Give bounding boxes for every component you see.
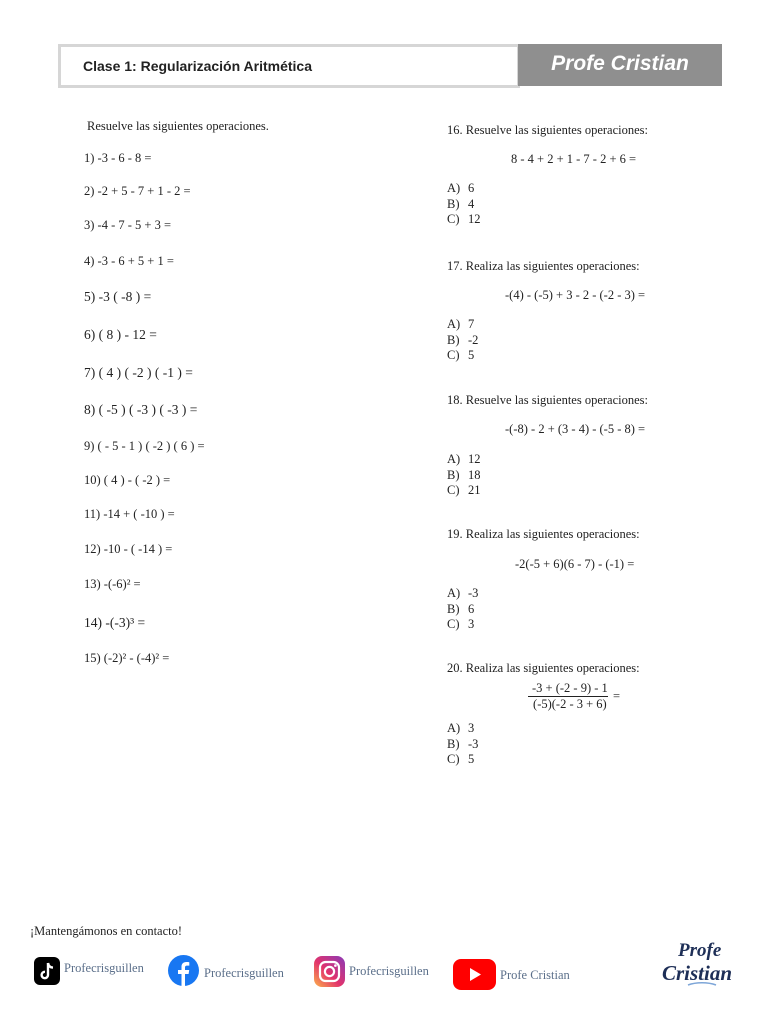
facebook-handle: Profecrisguillen (204, 966, 284, 980)
q19-options (447, 586, 478, 633)
exercise-12: 12) -10 - ( -14 ) = (84, 542, 173, 556)
instagram-icon (314, 956, 345, 987)
youtube-channel: Profe Cristian (500, 968, 570, 982)
q20-equals: = (613, 689, 621, 703)
exercise-5: 5) -3 ( -8 ) = (84, 289, 152, 304)
q18-options (447, 452, 481, 499)
footer-title: ¡Mantengámonos en contacto! (30, 924, 183, 938)
brand-name: Profe Cristian (551, 52, 689, 75)
youtube-link[interactable] (453, 955, 583, 987)
q19-prompt: 19. Realiza las siguientes operaciones: (447, 527, 640, 541)
exercise-7: 7) ( 4 ) ( -2 ) ( -1 ) = (84, 365, 193, 380)
option-a[interactable]: A) 7 (447, 317, 475, 331)
exercise-6: 6) ( 8 ) - 12 = (84, 327, 157, 342)
exercise-13: 13) -(-6)² = (84, 577, 141, 591)
q17-prompt: 17. Realiza las siguientes operaciones: (447, 259, 640, 273)
facebook-link[interactable] (168, 955, 288, 987)
q20-denominator: (-5)(-2 - 3 + 6) (533, 697, 607, 711)
exercise-3: 3) -4 - 7 - 5 + 3 = (84, 218, 171, 232)
page-title: Clase 1: Regularización Aritmética (83, 58, 313, 74)
exercise-8: 8) ( -5 ) ( -3 ) ( -3 ) = (84, 402, 198, 417)
option-b[interactable]: B) 18 (447, 467, 481, 482)
q19-expression: -2(-5 + 6)(6 - 7) - (-1) = (515, 557, 635, 571)
option-c[interactable]: C) 21 (447, 483, 481, 497)
q20-fraction (528, 681, 612, 712)
option-b[interactable]: B) -2 (447, 332, 479, 347)
option-a[interactable]: A) 3 (447, 721, 475, 735)
option-a[interactable]: A) 6 (447, 181, 475, 195)
instagram-link[interactable] (314, 955, 434, 987)
q20-numerator: -3 + (-2 - 9) - 1 (532, 681, 608, 695)
exercise-11: 11) -14 + ( -10 ) = (84, 507, 175, 521)
exercise-1: 1) -3 - 6 - 8 = (84, 151, 152, 165)
option-a[interactable]: A) 12 (447, 452, 481, 466)
option-a[interactable]: A) -3 (447, 586, 479, 600)
q16-options (447, 181, 481, 228)
tiktok-icon (34, 957, 60, 985)
option-b[interactable]: B) 6 (447, 601, 475, 616)
q16-expression: 8 - 4 + 2 + 1 - 7 - 2 + 6 = (511, 152, 637, 166)
q16-prompt: 16. Resuelve las siguientes operaciones: (447, 123, 648, 137)
exercise-14: 14) -(-3)³ = (84, 615, 146, 630)
option-b[interactable]: B) 4 (447, 196, 475, 211)
page-header (58, 44, 722, 86)
svg-text:Cristian: Cristian (662, 961, 733, 985)
tiktok-link[interactable] (34, 955, 154, 987)
facebook-icon (168, 955, 199, 986)
q18-prompt: 18. Resuelve las siguientes operaciones: (447, 393, 648, 407)
exercise-4: 4) -3 - 6 + 5 + 1 = (84, 254, 174, 268)
option-c[interactable]: C) 5 (447, 752, 475, 766)
title-box (58, 44, 520, 88)
option-c[interactable]: C) 12 (447, 212, 481, 226)
brand-box (518, 44, 722, 86)
q18-expression: -(-8) - 2 + (3 - 4) - (-5 - 8) = (505, 422, 646, 436)
svg-text:Profe: Profe (678, 940, 722, 961)
exercise-9: 9) ( - 5 - 1 ) ( -2 ) ( 6 ) = (84, 439, 205, 453)
q20-options (447, 721, 478, 768)
exercise-10: 10) ( 4 ) - ( -2 ) = (84, 473, 171, 487)
q20-prompt: 20. Realiza las siguientes operaciones: (447, 661, 640, 675)
exercise-15: 15) (-2)² - (-4)² = (84, 651, 170, 665)
profe-cristian-logo (658, 936, 740, 992)
instagram-handle: Profecrisguillen (349, 964, 429, 978)
q17-expression: -(4) - (-5) + 3 - 2 - (-2 - 3) = (505, 288, 646, 302)
option-b[interactable]: B) -3 (447, 736, 479, 751)
q17-options (447, 317, 478, 364)
youtube-icon (453, 959, 496, 990)
tiktok-handle: Profecrisguillen (64, 961, 144, 975)
option-c[interactable]: C) 3 (447, 617, 475, 631)
exercise-2: 2) -2 + 5 - 7 + 1 - 2 = (84, 184, 191, 198)
instruction: Resuelve las siguientes operaciones. (87, 119, 269, 133)
option-c[interactable]: C) 5 (447, 348, 475, 362)
